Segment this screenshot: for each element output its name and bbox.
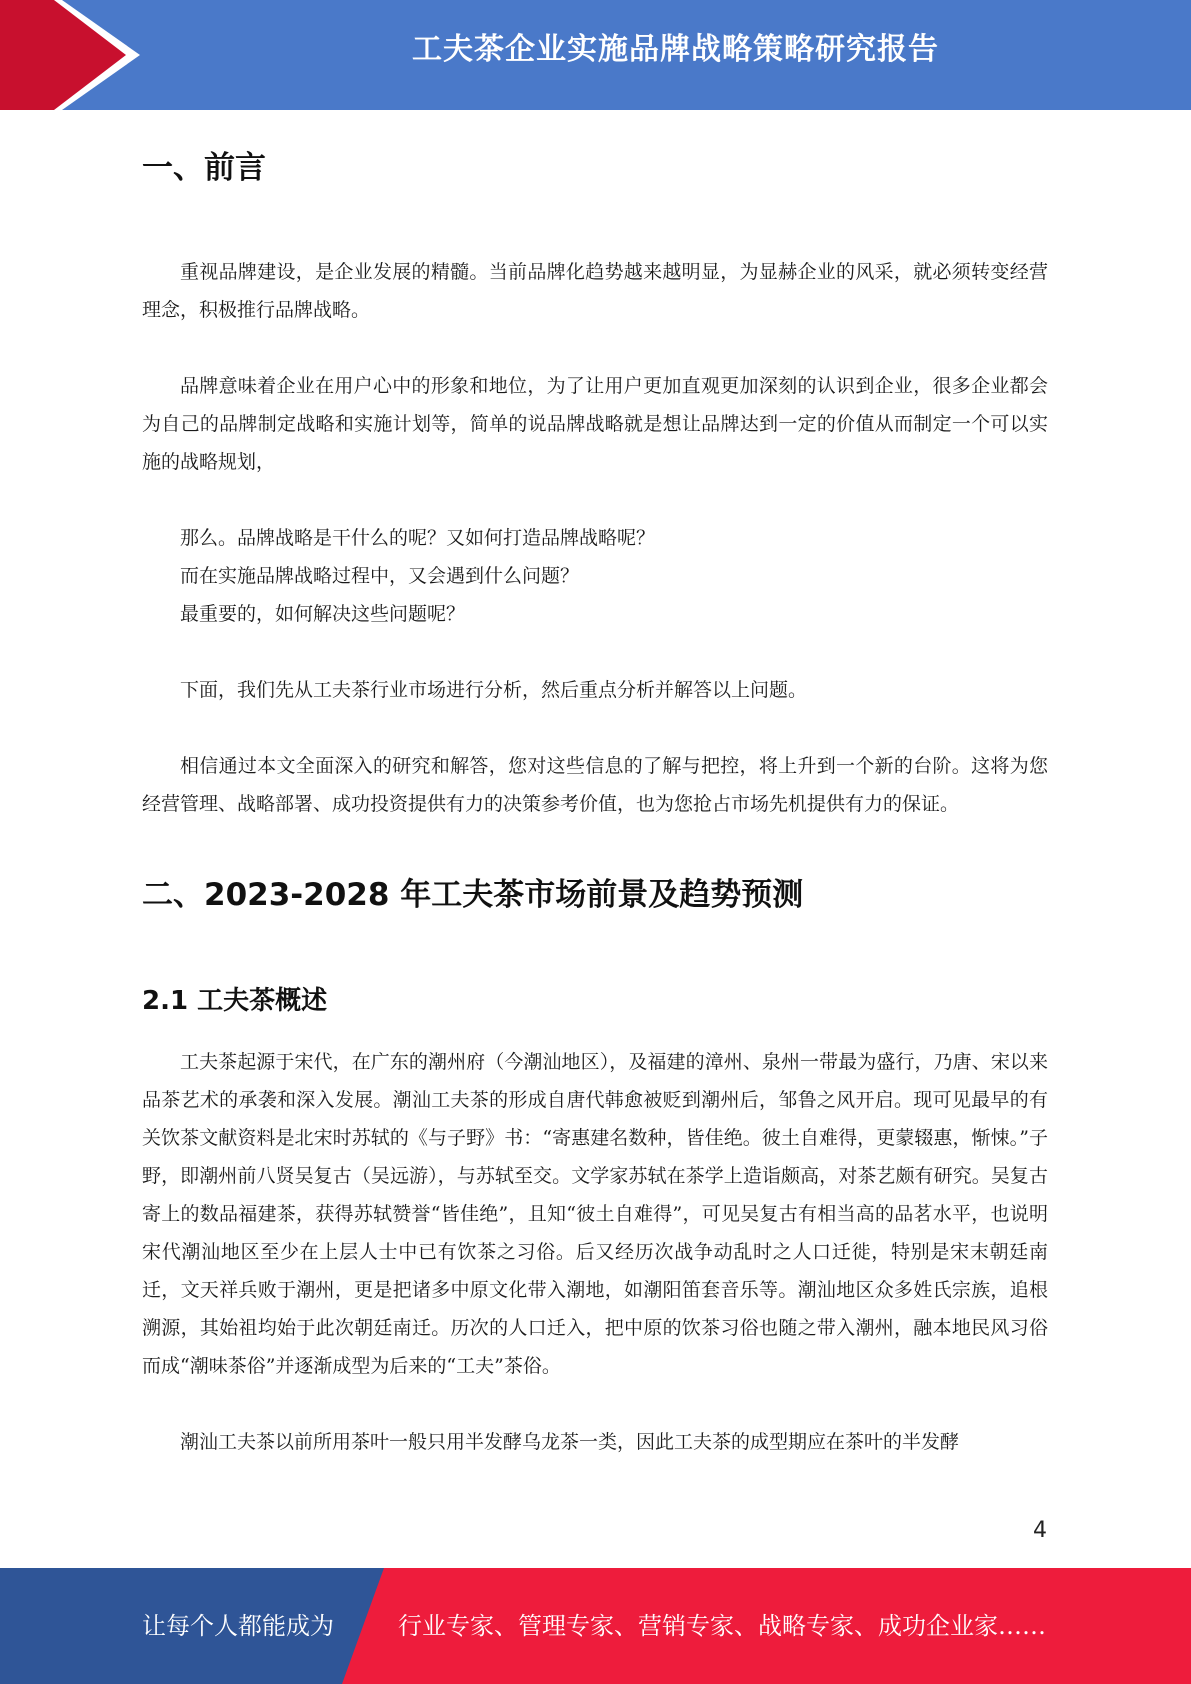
paragraph: 品牌意味着企业在用户心中的形象和地位，为了让用户更加直观更加深刻的认识到企业，很多企业都会为自己的品牌制定战略和实施计划等，简单的说品牌战略就是想让品牌达到一定的价值从而制定一个可以实施的战略规划， bbox=[142, 375, 1048, 473]
section-2-heading: 二、2023-2028 年工夫茶市场前景及趋势预测 bbox=[142, 877, 804, 913]
document-body bbox=[142, 120, 1048, 1499]
footer-slogan-left: 让每个人都能成为 bbox=[142, 1612, 334, 1640]
document-title: 工夫茶企业实施品牌战略策略研究报告 bbox=[412, 32, 939, 67]
page-number: 4 bbox=[1033, 1518, 1047, 1543]
question-list bbox=[142, 519, 1048, 633]
paragraph: 潮汕工夫茶以前所用茶叶一般只用半发酵乌龙茶一类，因此工夫茶的成型期应在茶叶的半发酵 bbox=[180, 1431, 960, 1453]
paragraph: 相信通过本文全面深入的研究和解答，您对这些信息的了解与把控，将上升到一个新的台阶。这将为您经营管理、战略部署、成功投资提供有力的决策参考价值，也为您抢占市场先机提供有力的保证。 bbox=[142, 755, 1048, 815]
question-line: 而在实施品牌战略过程中，又会遇到什么问题？ bbox=[180, 565, 580, 587]
paragraph: 工夫茶起源于宋代，在广东的潮州府（今潮汕地区），及福建的漳州、泉州一带最为盛行，乃唐、宋以来品茶艺术的承袭和深入发展。潮汕工夫茶的形成自唐代韩愈被贬到潮州后，邹鲁之风开启。现可见最早的有关饮茶文献资料是北宋时苏轼的《与子野》书：“寄惠建名数种，皆佳绝。彼土自难得，更蒙辍惠，惭悚。”子野，即潮州前八贤吴复古（吴远游），与苏轼至交。文学家苏轼在茶学上造诣颇高，对茶艺颇有研究。吴复古寄上的数品福建茶，获得苏轼赞誉“皆佳绝”，且知“彼土自难得”，可见吴复古有相当高的品茗水平，也说明宋代潮汕地区至少在上层人士中已有饮茶之习俗。后又经历次战争动乱时之人口迁徙，特别是宋末朝廷南迁，文天祥兵败于潮州，更是把诸多中原文化带入潮地，如潮阳笛套音乐等。潮汕地区众多姓氏宗族，追根溯源，其始祖均始于此次朝廷南迁。历次的人口迁入，把中原的饮茶习俗也随之带入潮州，融本地民风习俗而成“潮味茶俗”并逐渐成型为后来的“工夫”茶俗。 bbox=[142, 1051, 1048, 1377]
question-line: 那么。品牌战略是干什么的呢？又如何打造品牌战略呢？ bbox=[180, 527, 656, 549]
paragraph: 重视品牌建设，是企业发展的精髓。当前品牌化趋势越来越明显，为显赫企业的风采，就必须转变经营理念，积极推行品牌战略。 bbox=[142, 261, 1048, 321]
paragraph: 下面，我们先从工夫茶行业市场进行分析，然后重点分析并解答以上问题。 bbox=[180, 679, 808, 701]
page-header bbox=[0, 0, 1191, 110]
footer-slogan-right: 行业专家、管理专家、营销专家、战略专家、成功企业家…… bbox=[398, 1612, 1046, 1640]
page-footer bbox=[0, 1568, 1191, 1684]
subsection-2-1-heading: 2.1 工夫茶概述 bbox=[142, 986, 328, 1016]
section-1-heading: 一、前言 bbox=[142, 150, 266, 186]
question-line: 最重要的，如何解决这些问题呢？ bbox=[180, 603, 466, 625]
